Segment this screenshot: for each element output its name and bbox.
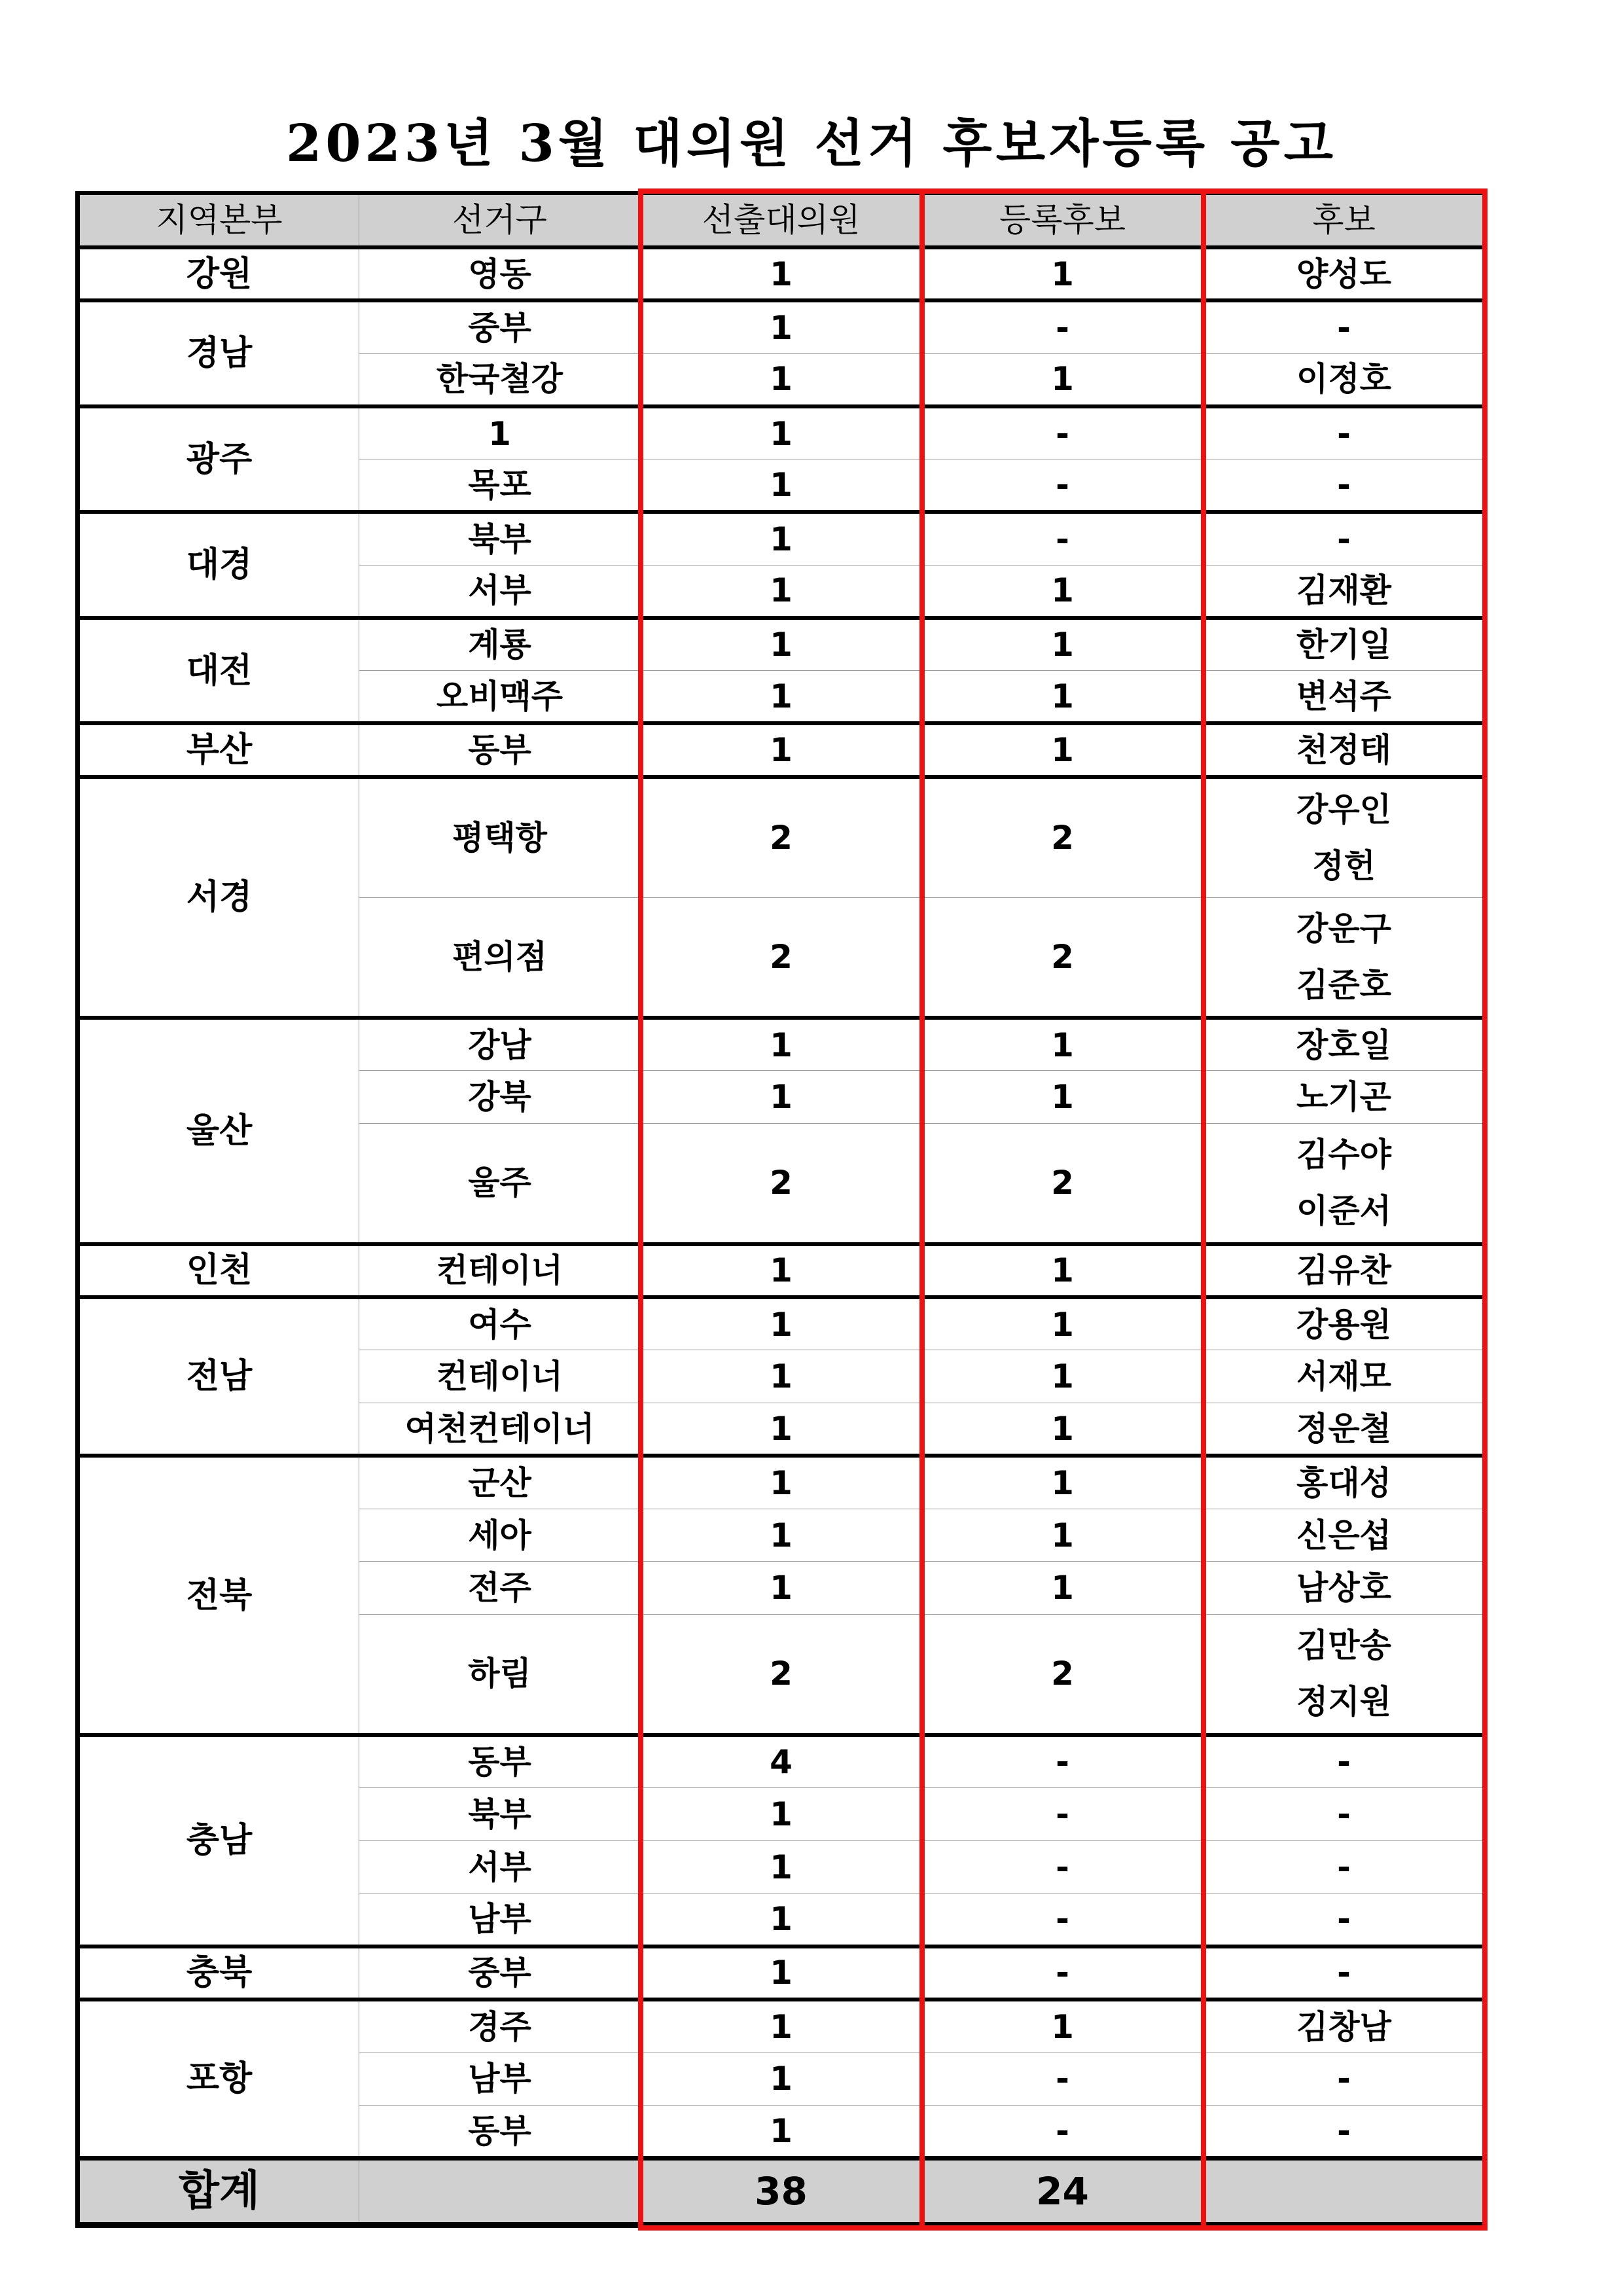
seats-cell: 1 bbox=[641, 300, 922, 353]
district-cell: 전주 bbox=[359, 1562, 641, 1615]
candidate-name: - bbox=[1337, 1954, 1351, 1992]
seats-cell: 1 bbox=[641, 247, 922, 301]
candidate-name: 강운구 bbox=[1296, 909, 1391, 948]
region-cell: 전북 bbox=[78, 1456, 359, 1734]
candidate-name: 남상호 bbox=[1296, 1569, 1391, 1607]
candidate-name: - bbox=[1337, 465, 1351, 504]
candidate-name: 서재모 bbox=[1296, 1357, 1391, 1396]
district-cell: 북부 bbox=[359, 1787, 641, 1840]
seats-cell: 1 bbox=[641, 353, 922, 406]
district-cell: 경주 bbox=[359, 2000, 641, 2053]
header-district: 선거구 bbox=[359, 193, 641, 247]
seats-cell: 1 bbox=[641, 2053, 922, 2106]
candidates-cell bbox=[1204, 1509, 1485, 1562]
district-cell: 동부 bbox=[359, 2106, 641, 2159]
registered-cell: - bbox=[922, 2053, 1204, 2106]
table-row bbox=[78, 406, 1485, 459]
table-row bbox=[78, 1244, 1485, 1298]
candidates-cell bbox=[1204, 2000, 1485, 2053]
candidates-cell bbox=[1204, 1403, 1485, 1456]
candidates-cell bbox=[1204, 723, 1485, 777]
seats-cell: 1 bbox=[641, 671, 922, 724]
registered-cell: 1 bbox=[922, 1403, 1204, 1456]
registered-cell: - bbox=[922, 406, 1204, 459]
seats-cell: 1 bbox=[641, 512, 922, 565]
district-cell: 편의점 bbox=[359, 897, 641, 1018]
region-cell: 울산 bbox=[78, 1018, 359, 1244]
candidate-registration-table bbox=[75, 191, 1485, 2228]
candidate-name: 홍대성 bbox=[1296, 1464, 1391, 1503]
seats-cell: 1 bbox=[641, 1244, 922, 1298]
document-title: 2023년 3월 대의원 선거 후보자등록 공고 bbox=[285, 114, 1337, 173]
region-cell: 광주 bbox=[78, 406, 359, 512]
candidate-name: - bbox=[1337, 520, 1351, 558]
registered-cell: 1 bbox=[922, 723, 1204, 777]
seats-cell: 1 bbox=[641, 459, 922, 512]
registered-cell: 2 bbox=[922, 1615, 1204, 1735]
registered-cell: - bbox=[922, 1840, 1204, 1893]
registered-cell: 1 bbox=[922, 1244, 1204, 1298]
table-header-row bbox=[78, 193, 1485, 247]
district-cell: 평택항 bbox=[359, 777, 641, 897]
table-row bbox=[78, 723, 1485, 777]
registered-cell: - bbox=[922, 1735, 1204, 1788]
candidate-name: 김유찬 bbox=[1296, 1251, 1391, 1290]
candidate-name: 한기일 bbox=[1296, 626, 1391, 664]
district-cell: 여수 bbox=[359, 1297, 641, 1350]
seats-cell: 1 bbox=[641, 1403, 922, 1456]
table-row bbox=[78, 1946, 1485, 2000]
district-cell: 한국철강 bbox=[359, 353, 641, 406]
candidates-cell bbox=[1204, 777, 1485, 897]
registered-cell: 2 bbox=[922, 1124, 1204, 1244]
seats-cell: 2 bbox=[641, 1124, 922, 1244]
district-cell: 컨테이너 bbox=[359, 1350, 641, 1403]
seats-cell: 1 bbox=[641, 1456, 922, 1509]
registered-cell: - bbox=[922, 1787, 1204, 1840]
seats-cell: 1 bbox=[641, 1840, 922, 1893]
candidate-name: - bbox=[1337, 1899, 1351, 1938]
registered-cell: 1 bbox=[922, 1509, 1204, 1562]
seats-cell: 4 bbox=[641, 1735, 922, 1788]
candidate-name: 이정호 bbox=[1296, 360, 1391, 399]
candidates-cell bbox=[1204, 1297, 1485, 1350]
region-cell: 강원 bbox=[78, 247, 359, 301]
seats-cell: 1 bbox=[641, 1509, 922, 1562]
candidates-cell bbox=[1204, 512, 1485, 565]
district-cell: 군산 bbox=[359, 1456, 641, 1509]
registered-cell: - bbox=[922, 512, 1204, 565]
seats-cell: 1 bbox=[641, 2000, 922, 2053]
candidate-name: 양성도 bbox=[1296, 255, 1391, 293]
candidate-name: 천정태 bbox=[1296, 731, 1391, 770]
candidates-cell bbox=[1204, 2106, 1485, 2159]
candidates-cell bbox=[1204, 897, 1485, 1018]
seats-cell: 1 bbox=[641, 406, 922, 459]
registered-cell: - bbox=[922, 2106, 1204, 2159]
table-row bbox=[78, 300, 1485, 353]
table-row bbox=[78, 1018, 1485, 1071]
candidates-cell bbox=[1204, 565, 1485, 618]
candidate-name: - bbox=[1337, 1848, 1351, 1886]
header-seats: 선출대의원 bbox=[641, 193, 922, 247]
candidates-cell bbox=[1204, 1350, 1485, 1403]
candidate-name: - bbox=[1337, 1743, 1351, 1782]
total-row bbox=[78, 2159, 1485, 2225]
registered-cell: - bbox=[922, 1893, 1204, 1946]
registered-cell: 1 bbox=[922, 2000, 1204, 2053]
region-cell: 인천 bbox=[78, 1244, 359, 1298]
registered-cell: 1 bbox=[922, 247, 1204, 301]
district-cell: 영동 bbox=[359, 247, 641, 301]
district-cell: 동부 bbox=[359, 723, 641, 777]
district-cell: 1 bbox=[359, 406, 641, 459]
candidate-name: 신은섭 bbox=[1296, 1516, 1391, 1554]
seats-cell: 1 bbox=[641, 723, 922, 777]
candidate-name: - bbox=[1337, 309, 1351, 348]
district-cell: 남부 bbox=[359, 1893, 641, 1946]
candidate-name: 강우인 bbox=[1296, 791, 1391, 829]
registered-cell: 1 bbox=[922, 1562, 1204, 1615]
registered-cell: - bbox=[922, 459, 1204, 512]
candidates-cell bbox=[1204, 1124, 1485, 1244]
registered-cell: 2 bbox=[922, 897, 1204, 1018]
seats-cell: 1 bbox=[641, 1018, 922, 1071]
candidates-cell bbox=[1204, 618, 1485, 671]
district-cell: 서부 bbox=[359, 1840, 641, 1893]
candidate-table-wrapper bbox=[75, 191, 1482, 2228]
region-cell: 포항 bbox=[78, 2000, 359, 2158]
registered-cell: 1 bbox=[922, 1018, 1204, 1071]
total-label: 합계 bbox=[78, 2159, 359, 2225]
region-cell: 부산 bbox=[78, 723, 359, 777]
candidate-name: 정지원 bbox=[1296, 1683, 1391, 1721]
district-cell: 남부 bbox=[359, 2053, 641, 2106]
district-cell: 하림 bbox=[359, 1615, 641, 1735]
district-cell: 계룡 bbox=[359, 618, 641, 671]
header-region: 지역본부 bbox=[78, 193, 359, 247]
seats-cell: 1 bbox=[641, 1071, 922, 1124]
candidate-name: - bbox=[1337, 2060, 1351, 2098]
total-seats: 38 bbox=[641, 2159, 922, 2225]
table-row bbox=[78, 777, 1485, 897]
table-row bbox=[78, 1735, 1485, 1788]
candidates-cell bbox=[1204, 300, 1485, 353]
seats-cell: 1 bbox=[641, 1893, 922, 1946]
candidates-cell bbox=[1204, 1071, 1485, 1124]
district-cell: 컨테이너 bbox=[359, 1244, 641, 1298]
total-district bbox=[359, 2159, 641, 2225]
registered-cell: 1 bbox=[922, 671, 1204, 724]
seats-cell: 1 bbox=[641, 565, 922, 618]
table-row bbox=[78, 2000, 1485, 2053]
registered-cell: 1 bbox=[922, 353, 1204, 406]
candidates-cell bbox=[1204, 1787, 1485, 1840]
candidates-cell bbox=[1204, 459, 1485, 512]
seats-cell: 1 bbox=[641, 1787, 922, 1840]
district-cell: 세아 bbox=[359, 1509, 641, 1562]
candidates-cell bbox=[1204, 1735, 1485, 1788]
district-cell: 여천컨테이너 bbox=[359, 1403, 641, 1456]
candidates-cell bbox=[1204, 353, 1485, 406]
registered-cell: 1 bbox=[922, 1297, 1204, 1350]
district-cell: 목포 bbox=[359, 459, 641, 512]
table-row bbox=[78, 1297, 1485, 1350]
region-cell: 충북 bbox=[78, 1946, 359, 2000]
district-cell: 서부 bbox=[359, 565, 641, 618]
candidate-name: 노기곤 bbox=[1296, 1078, 1391, 1117]
district-cell: 울주 bbox=[359, 1124, 641, 1244]
region-cell: 전남 bbox=[78, 1297, 359, 1456]
seats-cell: 1 bbox=[641, 1946, 922, 2000]
candidates-cell bbox=[1204, 406, 1485, 459]
candidates-cell bbox=[1204, 2053, 1485, 2106]
total-candidates bbox=[1204, 2159, 1485, 2225]
seats-cell: 1 bbox=[641, 1350, 922, 1403]
candidates-cell bbox=[1204, 1615, 1485, 1735]
district-cell: 강남 bbox=[359, 1018, 641, 1071]
seats-cell: 1 bbox=[641, 1297, 922, 1350]
table-row bbox=[78, 1456, 1485, 1509]
table-row bbox=[78, 247, 1485, 301]
candidate-name: 김수야 bbox=[1296, 1136, 1391, 1174]
registered-cell: 1 bbox=[922, 1071, 1204, 1124]
candidates-cell bbox=[1204, 671, 1485, 724]
candidate-name: 정헌 bbox=[1312, 847, 1376, 886]
candidate-name: 김만송 bbox=[1296, 1626, 1391, 1665]
candidates-cell bbox=[1204, 1946, 1485, 2000]
registered-cell: 1 bbox=[922, 618, 1204, 671]
district-cell: 오비맥주 bbox=[359, 671, 641, 724]
region-cell: 대경 bbox=[78, 512, 359, 617]
candidate-name: - bbox=[1337, 414, 1351, 453]
seats-cell: 2 bbox=[641, 777, 922, 897]
seats-cell: 1 bbox=[641, 1562, 922, 1615]
region-cell: 충남 bbox=[78, 1735, 359, 1946]
district-cell: 중부 bbox=[359, 300, 641, 353]
candidate-name: 김재환 bbox=[1296, 571, 1391, 610]
candidate-name: 정운철 bbox=[1296, 1409, 1391, 1448]
table-row bbox=[78, 618, 1485, 671]
region-cell: 서경 bbox=[78, 777, 359, 1018]
candidates-cell bbox=[1204, 1018, 1485, 1071]
candidates-cell bbox=[1204, 247, 1485, 301]
district-cell: 중부 bbox=[359, 1946, 641, 2000]
candidate-name: 김준호 bbox=[1296, 965, 1391, 1004]
table-row bbox=[78, 512, 1485, 565]
registered-cell: 1 bbox=[922, 1350, 1204, 1403]
registered-cell: - bbox=[922, 1946, 1204, 2000]
candidate-name: 변석주 bbox=[1296, 677, 1391, 715]
candidates-cell bbox=[1204, 1456, 1485, 1509]
registered-cell: 1 bbox=[922, 1456, 1204, 1509]
candidates-cell bbox=[1204, 1244, 1485, 1298]
total-registered: 24 bbox=[922, 2159, 1204, 2225]
candidate-name: 강용원 bbox=[1296, 1305, 1391, 1344]
header-registered: 등록후보 bbox=[922, 193, 1204, 247]
table-body bbox=[78, 247, 1485, 2159]
seats-cell: 2 bbox=[641, 1615, 922, 1735]
district-cell: 북부 bbox=[359, 512, 641, 565]
region-cell: 경남 bbox=[78, 300, 359, 406]
candidate-name: 이준서 bbox=[1296, 1192, 1391, 1230]
registered-cell: 2 bbox=[922, 777, 1204, 897]
candidates-cell bbox=[1204, 1893, 1485, 1946]
candidates-cell bbox=[1204, 1562, 1485, 1615]
registered-cell: 1 bbox=[922, 565, 1204, 618]
seats-cell: 2 bbox=[641, 897, 922, 1018]
registered-cell: - bbox=[922, 300, 1204, 353]
seats-cell: 1 bbox=[641, 618, 922, 671]
candidate-name: - bbox=[1337, 2111, 1351, 2150]
candidates-cell bbox=[1204, 1840, 1485, 1893]
district-cell: 동부 bbox=[359, 1735, 641, 1788]
candidate-name: 장호일 bbox=[1296, 1026, 1391, 1064]
candidate-name: - bbox=[1337, 1795, 1351, 1833]
district-cell: 강북 bbox=[359, 1071, 641, 1124]
candidate-name: 김창남 bbox=[1296, 2007, 1391, 2046]
seats-cell: 1 bbox=[641, 2106, 922, 2159]
region-cell: 대전 bbox=[78, 618, 359, 723]
header-candidates: 후보 bbox=[1204, 193, 1485, 247]
